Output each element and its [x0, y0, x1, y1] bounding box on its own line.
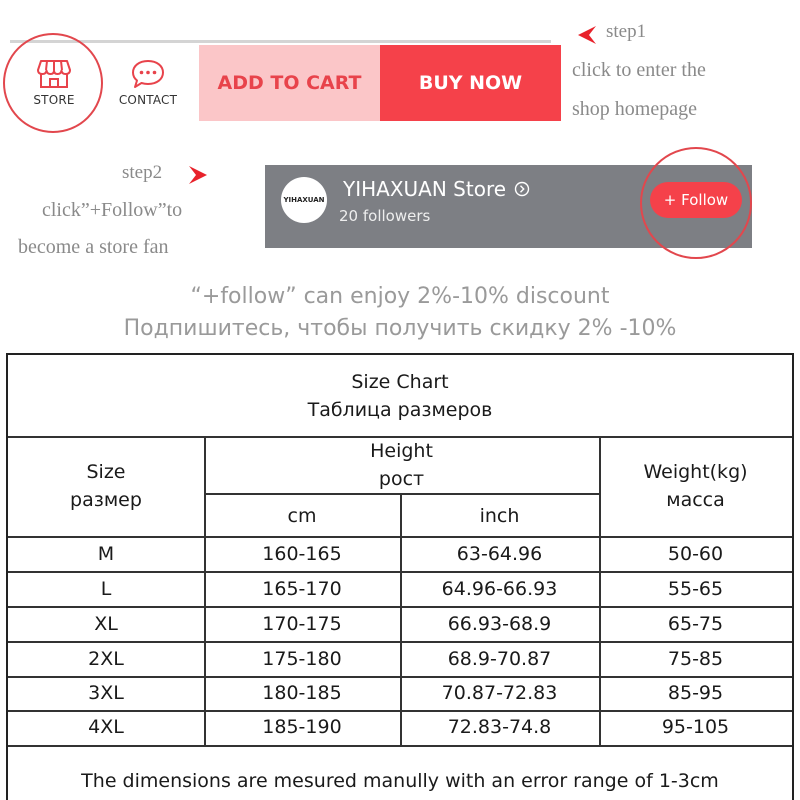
store-label: STORE: [33, 93, 75, 107]
step1-note-line1: click to enter the: [572, 59, 706, 81]
arrow-left-icon: [577, 25, 597, 45]
store-logo: YIHAXUAN: [281, 177, 327, 223]
table-cell-inch: 64.96-66.93: [441, 578, 558, 600]
table-cell-weight: 85-95: [667, 682, 724, 704]
follow-highlight-circle: [640, 147, 752, 259]
chevron-right-circle-icon: [514, 181, 530, 197]
header-weight-en: Weight(kg): [643, 461, 748, 483]
table-cell-cm: 170-175: [262, 613, 342, 635]
step1-label: step1: [606, 21, 647, 42]
table-cell-weight: 65-75: [667, 613, 724, 635]
table-cell-size: 3XL: [88, 682, 124, 704]
table-cell-inch: 63-64.96: [456, 543, 543, 565]
table-cell-cm: 185-190: [262, 716, 342, 738]
table-cell-weight: 75-85: [667, 648, 724, 670]
table-cell-weight: 50-60: [667, 543, 724, 565]
table-cell-size: 4XL: [88, 716, 124, 738]
table-cell-inch: 72.83-74.8: [447, 716, 552, 738]
step2-label: step2: [122, 162, 163, 183]
header-size-en: Size: [86, 461, 126, 483]
contact-button[interactable]: [98, 45, 198, 121]
table-cell-size: 2XL: [88, 648, 124, 670]
table-cell-weight: 95-105: [661, 716, 730, 738]
header-inch: inch: [479, 505, 520, 527]
header-cm: cm: [287, 505, 317, 527]
step2-note-line1: click”+Follow”to: [42, 199, 183, 221]
chart-title-en: Size Chart: [351, 371, 449, 393]
store-followers-count: 20 followers: [339, 207, 431, 225]
header-weight-ru: масса: [666, 489, 725, 511]
chart-footnote: The dimensions are mesured manully with an error range of 1-3cm: [81, 770, 719, 792]
table-cell-inch: 70.87-72.83: [441, 682, 558, 704]
header-height-en: Height: [370, 440, 433, 462]
table-cell-cm: 165-170: [262, 578, 342, 600]
store-name-text: YIHAXUAN Store: [343, 177, 507, 201]
table-cell-inch: 66.93-68.9: [447, 613, 552, 635]
table-divider: [8, 436, 792, 438]
buy-now-button[interactable]: BUY NOW: [380, 45, 561, 121]
chat-bubble-icon: [130, 59, 166, 89]
arrow-right-icon: [188, 165, 208, 185]
toolbar-top-divider: [10, 40, 551, 43]
contact-label: CONTACT: [118, 93, 178, 107]
header-size-ru: размер: [70, 489, 142, 511]
follow-button[interactable]: + Follow: [650, 182, 742, 218]
table-cell-size: XL: [94, 613, 118, 635]
size-chart-table: [6, 353, 794, 800]
table-cell-cm: 180-185: [262, 682, 342, 704]
add-to-cart-button[interactable]: ADD TO CART: [199, 45, 380, 121]
table-cell-inch: 68.9-70.87: [447, 648, 552, 670]
table-cell-cm: 160-165: [262, 543, 342, 565]
store-name[interactable]: [343, 177, 530, 201]
step1-note-line2: shop homepage: [572, 98, 697, 120]
table-cell-size: M: [97, 543, 115, 565]
chart-title-ru: Таблица размеров: [307, 399, 493, 421]
discount-text-en: “+follow” can enjoy 2%-10% discount: [190, 284, 610, 309]
table-cell-weight: 55-65: [667, 578, 724, 600]
table-cell-cm: 175-180: [262, 648, 342, 670]
store-highlight-circle: [3, 33, 103, 133]
step2-note-line2: become a store fan: [18, 236, 169, 258]
discount-text-ru: Подпишитесь, чтобы получить скидку 2% -10%: [123, 316, 677, 341]
table-cell-size: L: [100, 578, 112, 600]
header-height-ru: рост: [378, 468, 425, 490]
